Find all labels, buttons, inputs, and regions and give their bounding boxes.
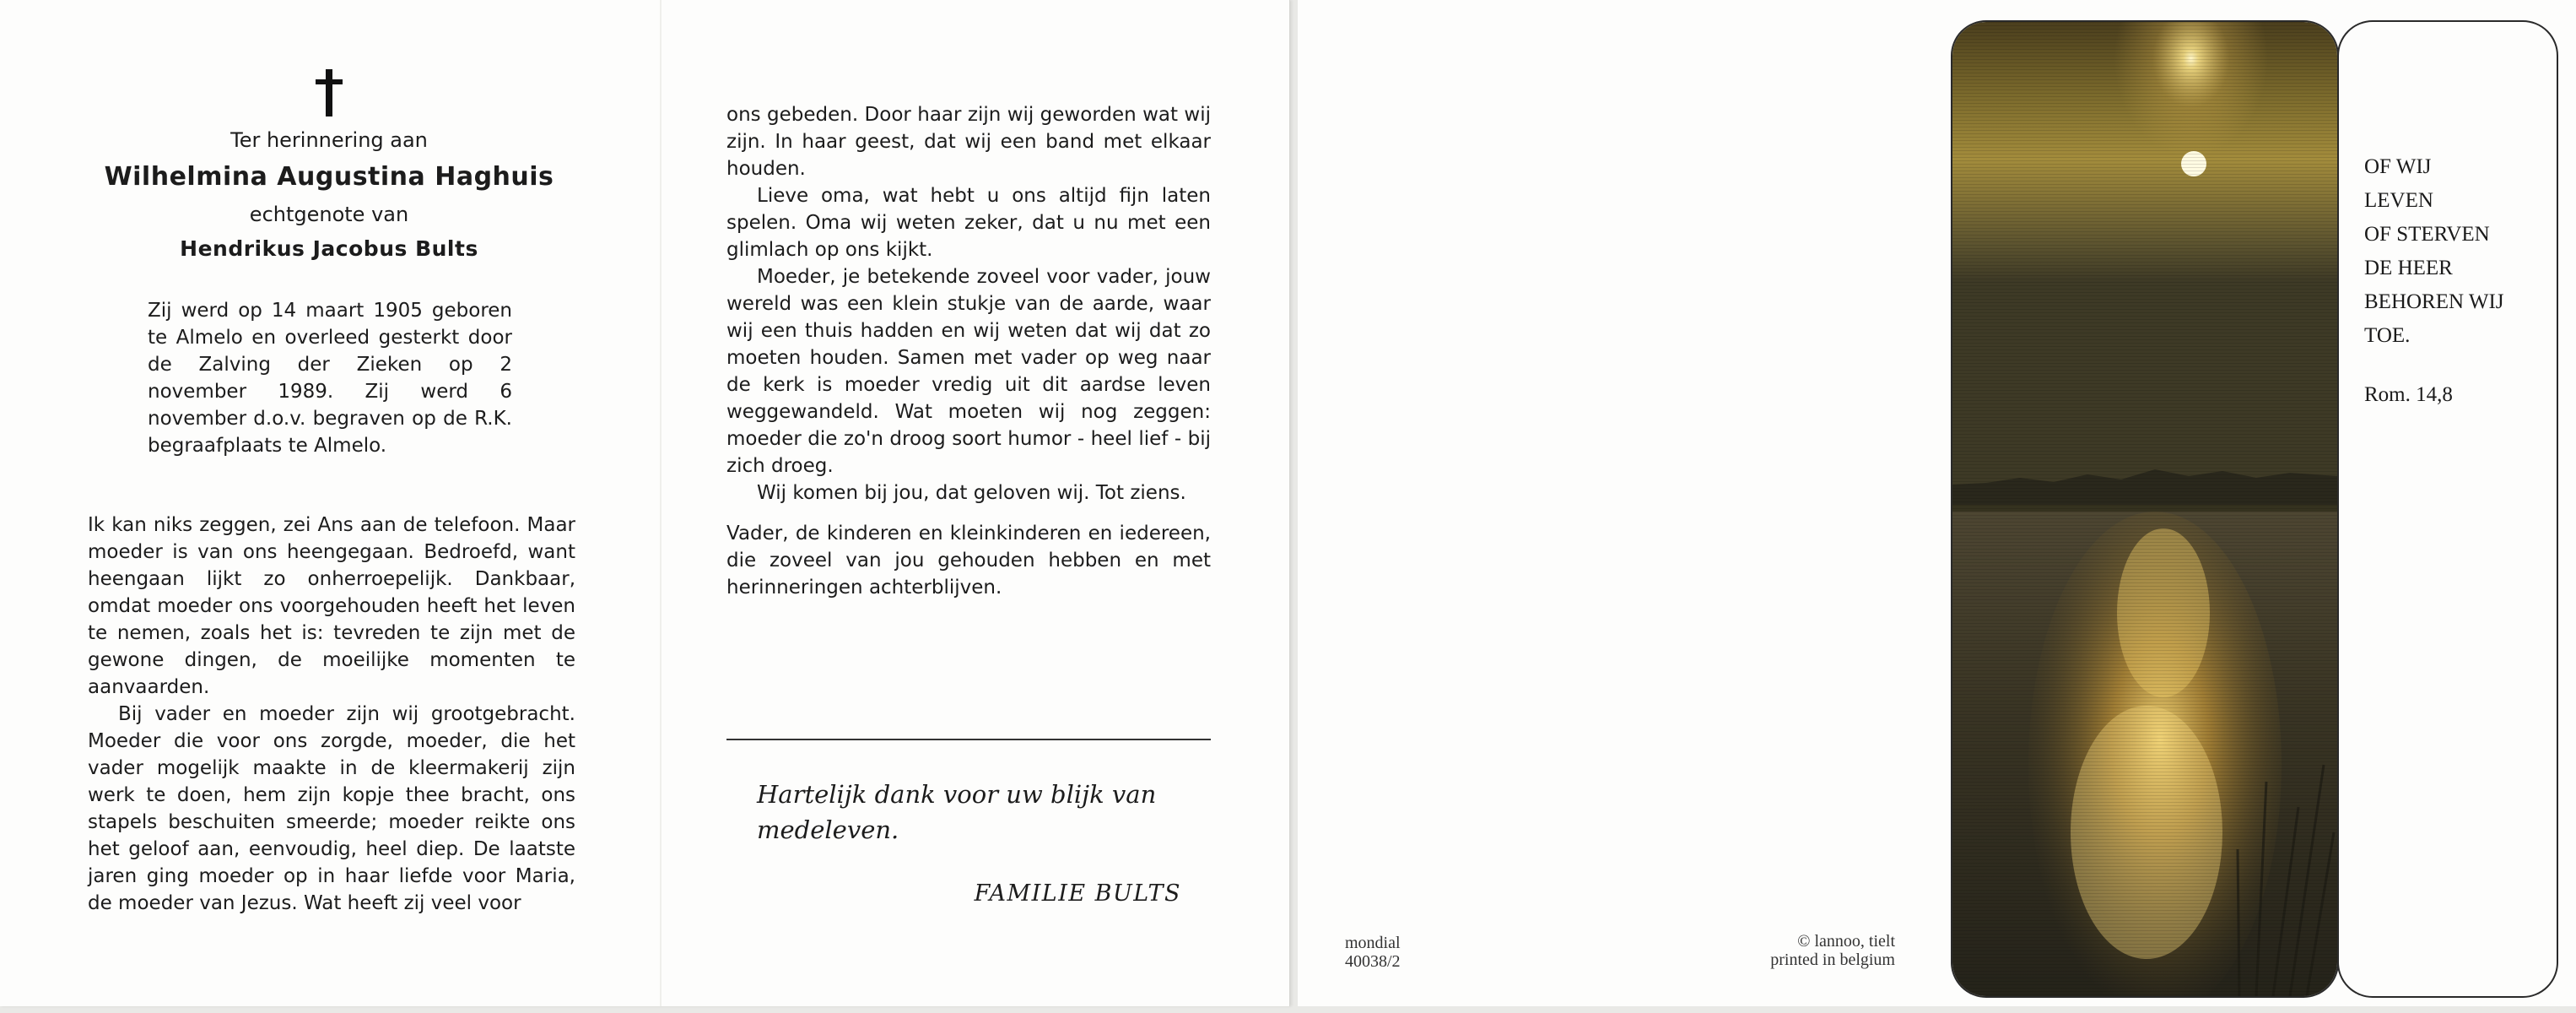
thanks-text: Hartelijk dank voor uw blijk van medeleven.	[757, 780, 1157, 844]
card-fold	[660, 0, 662, 1006]
verse-line: OF STERVEN	[2364, 223, 2490, 246]
publisher-line: © lannoo, tielt	[1797, 932, 1895, 951]
cross-icon	[305, 68, 353, 118]
intro-text: Ter herinnering aan	[230, 128, 428, 152]
publisher-mark	[1637, 932, 1895, 969]
paragraph: Ik kan niks zeggen, zei Ans aan de telefoon. Maar moeder is van ons heengegaan. Bedroefd, want heengaan lijkt zo onherroepelijk. Dankbaar, omdat moeder ons voorgehouden heeft het leven te nemen, zoals het is: tevreden te zijn met de gewone dingen, de moeilijke momenten te aanvaarden.	[88, 514, 575, 698]
verse-line: OF WIJ	[2364, 155, 2432, 178]
verse-line: DE HEER	[2364, 257, 2453, 279]
biography: Zij werd op 14 maart 1905 geboren te Almelo en overleed gesterkt door de Zalving der Zieken op 2 november 1989. Zij werd 6 november d.o.v. begraven op de R.K. begraafplaats te Almelo.	[148, 300, 512, 457]
verse-line: BEHOREN WIJ	[2364, 290, 2504, 313]
paragraph: Lieve oma, wat hebt u ons altijd fijn laten spelen. Oma wij weten zeker, dat u nu met een glimlach op ons kijkt.	[726, 185, 1211, 261]
publisher-line: printed in belgium	[1770, 951, 1895, 969]
paragraph: Wij komen bij jou, dat geloven wij. Tot ziens.	[757, 482, 1186, 504]
family-signature: FAMILIE BULTS	[974, 880, 1181, 907]
sunset-photo	[1951, 20, 2339, 998]
printer-line: mondial	[1345, 934, 1401, 952]
paragraph: ons gebeden. Door haar zijn wij geworden wat wij zijn. In haar geest, dat wij een band met elkaar houden.	[726, 104, 1211, 180]
verse-line: LEVEN	[2364, 189, 2433, 212]
verse-reference: Rom. 14,8	[2364, 383, 2453, 406]
eulogy-column-1	[88, 512, 575, 917]
verse-line: TOE.	[2364, 324, 2411, 347]
deceased-name: Wilhelmina Augustina Haghuis	[104, 162, 554, 192]
verse-panel	[2337, 20, 2558, 998]
paragraph: Moeder, je betekende zoveel voor vader, jouw wereld was een klein stukje van de aarde, waar wij een thuis hadden en wij weten dat wij dat zo moeten houden. Samen met vader op weg naar de kerk is moeder vredig uit dit aardse leven weggewandeld. Wat moeten wij nog zeggen: moeder die zo'n droog soort humor - heel lief - bij zich droeg.	[726, 266, 1211, 477]
printer-mark	[1345, 934, 1401, 971]
paragraph: Bij vader en moeder zijn wij grootgebracht. Moeder die voor ons zorgde, moeder, die het vader mogelijk maakte in de kleermakerij zijn werk te doen, hem zijn kopje thee bracht, ons stapels beschuiten smeerde; moeder reikte ons het geloof aan, eenvoudig, heel diep. De laatste jaren ging moeder op in haar liefde voor Maria, de moeder van Jezus. Wat heeft zij veel voor	[88, 703, 575, 914]
bible-verse	[2364, 150, 2504, 353]
paragraph: Vader, de kinderen en kleinkinderen en iedereen, die zoveel van jou gehouden hebben en met herinneringen achterblijven.	[726, 523, 1211, 599]
card-inside-left	[0, 0, 1290, 1006]
divider	[726, 739, 1211, 740]
spouse-name: Hendrikus Jacobus Bults	[180, 236, 478, 261]
printer-line: 40038/2	[1345, 952, 1401, 971]
eulogy-column-2	[726, 101, 1211, 601]
spouse-label: echtgenote van	[249, 203, 409, 226]
